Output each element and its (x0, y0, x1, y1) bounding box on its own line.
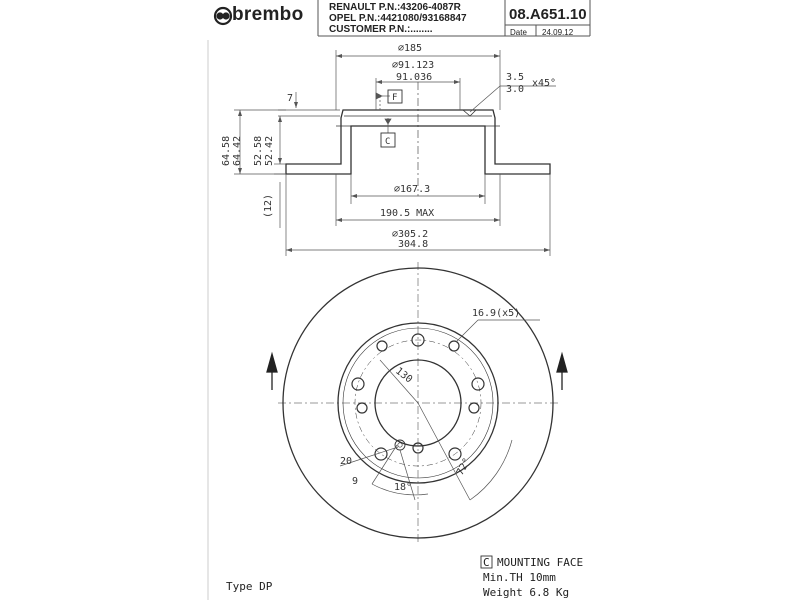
dim-thickness: (12) (263, 193, 274, 218)
dim-chamfer-b: 3.0 (506, 84, 525, 95)
weight: Weight 6.8 Kg (483, 586, 570, 599)
dim-hub-lower: 91.036 (396, 72, 433, 83)
front-dimension-lines (340, 320, 540, 500)
dim-hub-upper: ⌀91.123 (392, 60, 435, 71)
dim-height-outer-b: 64.42 (232, 135, 243, 166)
dim-height-inner-b: 52.42 (264, 135, 275, 166)
part-code: 08.A651.10 (509, 6, 587, 23)
dim-max-dia: 190.5 MAX (380, 208, 435, 219)
brembo-logo-icon (215, 8, 231, 24)
opel-part-number: OPEL P.N.:4421080/93168847 (329, 13, 467, 24)
date-value: 24.09.12 (542, 28, 574, 37)
dim-hole-9: 9 (352, 476, 359, 487)
customer-part-number: CUSTOMER P.N.:........ (329, 24, 433, 35)
mounting-face-marker: C (483, 556, 490, 569)
mounting-face-label: MOUNTING FACE (497, 556, 584, 569)
rotation-arrow-right-icon (557, 354, 567, 390)
datum-c-label: C (385, 137, 391, 147)
dim-angle-18: 18° (394, 482, 413, 493)
rotation-arrow-left-icon (267, 354, 277, 390)
brand-logo: brembo (232, 4, 304, 25)
dim-angle-72: 72° (454, 456, 474, 478)
bolt-hole (449, 341, 459, 351)
dim-chamfer-a: 3.5 (506, 72, 525, 83)
bolt-hole (472, 378, 484, 390)
dim-offset: 7 (287, 93, 294, 104)
date-label: Date (510, 28, 527, 37)
dim-chamfer-angle: x45° (532, 78, 557, 89)
disc-section-view (286, 82, 550, 196)
dim-height-outer-a: 64.58 (221, 135, 232, 166)
bolt-hole (352, 378, 364, 390)
bolt-hole (469, 403, 479, 413)
bolt-hole (377, 341, 387, 351)
dimension-arrows (238, 54, 550, 252)
disc-front-view (278, 262, 560, 545)
dim-inner-dia: ⌀167.3 (394, 184, 431, 195)
dim-disc-dia-b: 304.8 (398, 239, 429, 250)
disc-type: Type DP (226, 580, 273, 593)
datum-f-label: F (392, 93, 398, 103)
dim-disc-dia-a: ⌀305.2 (392, 229, 429, 240)
min-thickness: Min.TH 10mm (483, 571, 556, 584)
bolt-hole (357, 403, 367, 413)
dim-hole-20: 20 (340, 456, 353, 467)
dim-outer-top: ⌀185 (398, 43, 423, 54)
dim-height-inner-a: 52.58 (253, 135, 264, 166)
renault-part-number: RENAULT P.N.:43206-4087R (329, 2, 461, 13)
dim-holes: 16.9(x5) (472, 308, 521, 319)
dim-pcd: 130 (393, 365, 415, 386)
